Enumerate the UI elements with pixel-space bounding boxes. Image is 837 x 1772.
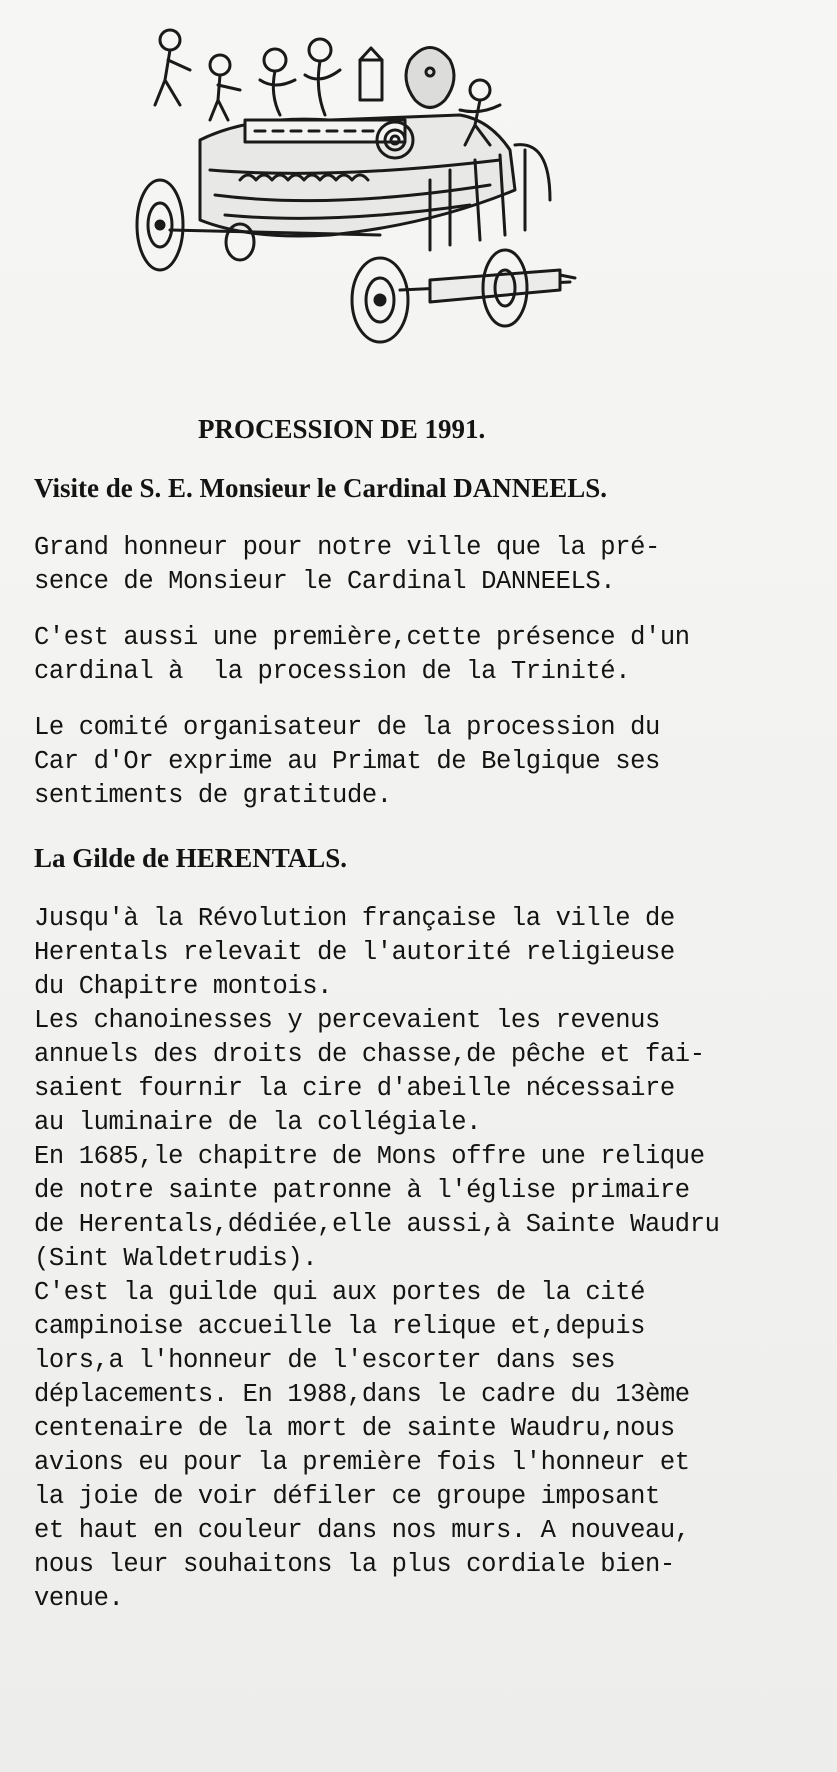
document-title: PROCESSION DE 1991.: [198, 414, 486, 444]
paragraph-line: Les chanoinesses y percevaient les revenus: [34, 1006, 660, 1035]
paragraph-line: et haut en couleur dans nos murs. A nouveau,: [34, 1516, 690, 1545]
paragraph-line: campinoise accueille la relique et,depuis: [34, 1312, 646, 1341]
paragraph-line: Grand honneur pour notre ville que la pré-: [34, 533, 660, 562]
paragraph-line: (Sint Waldetrudis).: [34, 1244, 318, 1273]
paragraph-line: Car d'Or exprime au Primat de Belgique ses: [34, 747, 660, 776]
paragraph-line: sence de Monsieur le Cardinal DANNEELS.: [34, 567, 616, 596]
paragraph-line: nous leur souhaitons la plus cordiale bien-: [34, 1550, 675, 1579]
paragraph-line: lors,a l'honneur de l'escorter dans ses: [34, 1346, 616, 1375]
paragraph-line: au luminaire de la collégiale.: [34, 1108, 482, 1137]
paragraph-line: annuels des droits de chasse,de pêche et fai-: [34, 1040, 705, 1069]
golden-chariot-icon: [130, 20, 660, 395]
paragraph-line: sentiments de gratitude.: [34, 781, 392, 810]
paragraph-line: cardinal à la procession de la Trinité.: [34, 657, 631, 686]
paragraph-line: de notre sainte patronne à l'église primaire: [34, 1176, 690, 1205]
paragraph-line: venue.: [34, 1584, 124, 1613]
paragraph-line: Jusqu'à la Révolution française la ville de: [34, 904, 675, 933]
section-heading-gilde: La Gilde de HERENTALS.: [34, 843, 348, 873]
section-heading-visit: Visite de S. E. Monsieur le Cardinal DANNEELS.: [34, 473, 608, 503]
paragraph-line: avions eu pour la première fois l'honneur et: [34, 1448, 690, 1477]
paragraph-line: de Herentals,dédiée,elle aussi,à Sainte Waudru: [34, 1210, 720, 1239]
paragraph-line: C'est aussi une première,cette présence d'un: [34, 623, 690, 652]
paragraph-line: du Chapitre montois.: [34, 972, 333, 1001]
paragraph-line: En 1685,le chapitre de Mons offre une relique: [34, 1142, 705, 1171]
paragraph-line: Le comité organisateur de la procession du: [34, 713, 660, 742]
paragraph-line: la joie de voir défiler ce groupe imposant: [34, 1482, 660, 1511]
paragraph-line: Herentals relevait de l'autorité religieuse: [34, 938, 675, 967]
paragraph-line: C'est la guilde qui aux portes de la cité: [34, 1278, 646, 1307]
paragraph-line: saient fournir la cire d'abeille nécessaire: [34, 1074, 675, 1103]
paragraph-line: déplacements. En 1988,dans le cadre du 13ème: [34, 1380, 690, 1409]
paragraph-line: centenaire de la mort de sainte Waudru,nous: [34, 1414, 675, 1443]
